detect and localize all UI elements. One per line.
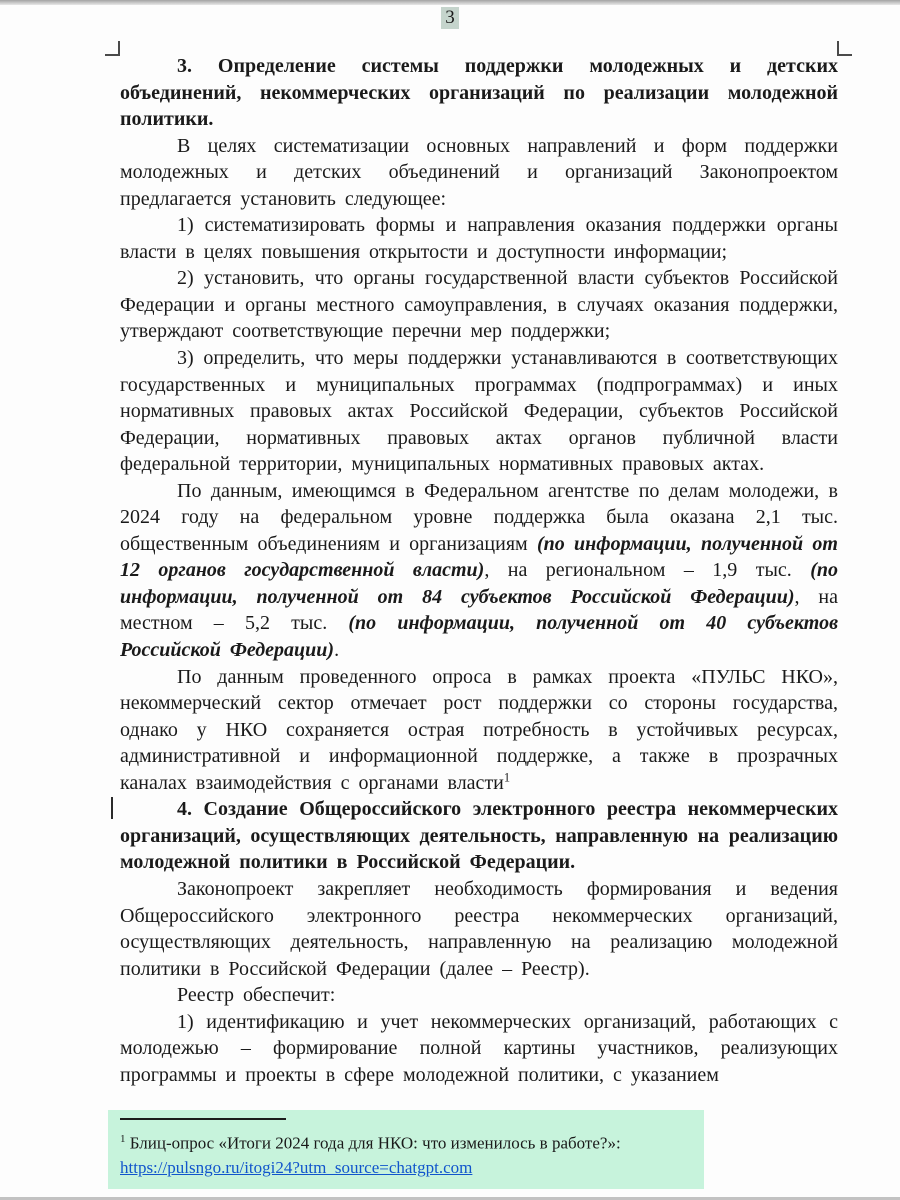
text-run: По данным, имеющимся в Федеральном агентстве по делам молодежи, в 2024 году на федеральном уровне поддержка была оказана 2,1 тыс. общественным объединениям и организациям	[120, 479, 838, 555]
page-top-edge	[0, 0, 900, 5]
body-paragraph	[120, 1009, 838, 1089]
text-run: , на региональном – 1,9 тыс.	[484, 559, 811, 582]
section-heading	[120, 53, 838, 133]
text-run: 1) систематизировать формы и направления оказания поддержки органы власти в целях повышения открытости и доступности информации;	[120, 214, 838, 263]
crop-mark-top-right-icon	[837, 41, 852, 56]
text-run: 4. Создание Общероссийского электронного реестра некоммерческих организаций, осуществляющих деятельность, направленную на реализацию молодежной политики в Российской Федерации.	[120, 798, 838, 874]
body-paragraph	[120, 664, 838, 797]
footnote-text: Блиц-опрос «Итоги 2024 года для НКО: что изменилось в работе?»:	[125, 1133, 621, 1153]
text-run: .	[334, 639, 340, 662]
body-paragraph	[120, 265, 838, 345]
body-paragraph	[120, 876, 838, 982]
body-paragraph	[120, 133, 838, 213]
text-run: Законопроект закрепляет необходимость формирования и ведения Общероссийского электронного реестра некоммерческих организаций, осуществляющих деятельность, направленную на реализацию молодежной политики в Российской Федерации (далее – Реестр).	[120, 877, 838, 980]
text-run: Реестр обеспечит:	[177, 984, 336, 1007]
footnote-link-line	[120, 1156, 696, 1180]
page-number: 3	[441, 7, 459, 29]
text-run: (по информации, полученной от 40 субъектов Российской Федерации)	[120, 612, 839, 662]
text-run: 2) установить, что органы государственной власти субъектов Российской Федерации и органы местного самоуправления, в случаях оказания поддержки, утверждают соответствующие перечни мер поддержки;	[120, 267, 838, 343]
page-header	[0, 7, 900, 29]
footnote-reference: 1	[503, 770, 511, 785]
footnote-block	[108, 1110, 704, 1189]
text-run: , на местном – 5,2 тыс.	[120, 585, 838, 635]
document-body	[120, 53, 838, 1088]
text-run: 1) идентификацию и учет некоммерческих организаций, работающих с молодежью – формирование полной картины участников, реализующих программы и проекты в сфере молодежной политики, с указанием	[120, 1010, 838, 1086]
body-paragraph	[120, 212, 838, 265]
body-paragraph	[120, 478, 838, 664]
text-run: (по информации, полученной от 84 субъектов Российской Федерации)	[120, 559, 838, 608]
section-heading	[120, 796, 838, 876]
body-paragraph	[120, 982, 838, 1009]
footnote-marker: 1	[120, 1133, 126, 1145]
crop-mark-top-left-icon	[105, 41, 120, 56]
text-run: В целях систематизации основных направлений и форм поддержки молодежных и детских объединений и организаций Законопроектом предлагается установить следующее:	[120, 134, 838, 210]
text-run: По данным проведенного опроса в рамках проекта «ПУЛЬС НКО», некоммерческий сектор отмечает рост поддержки со стороны государства, однако у НКО сохраняется острая потребность в устойчивых ресурсах, административной и информационной поддержке, а также в прозрачных каналах взаимодействия с органами власти	[120, 665, 838, 794]
footnote-link[interactable]: https://pulsngo.ru/itogi24?utm_source=chatgpt.com	[120, 1157, 473, 1177]
text-run: (по информации, полученной от 12 органов государственной власти)	[120, 532, 838, 582]
text-cursor	[111, 797, 113, 819]
text-run: 3. Определение системы поддержки молодежных и детских объединений, некоммерческих организаций по реализации молодежной политики.	[120, 55, 838, 131]
footnote-text-line	[120, 1127, 696, 1156]
body-paragraph	[120, 345, 838, 478]
text-run: 3) определить, что меры поддержки устанавливаются в соответствующих государственных и муниципальных программах (подпрограммах) и иных нормативных правовых актах Российской Федерации, субъектов Российской Федерации, нормативных правовых актах органов публичной власти федеральной территории, муниципальных нормативных правовых актах.	[120, 347, 838, 476]
footnote-separator	[120, 1118, 286, 1120]
